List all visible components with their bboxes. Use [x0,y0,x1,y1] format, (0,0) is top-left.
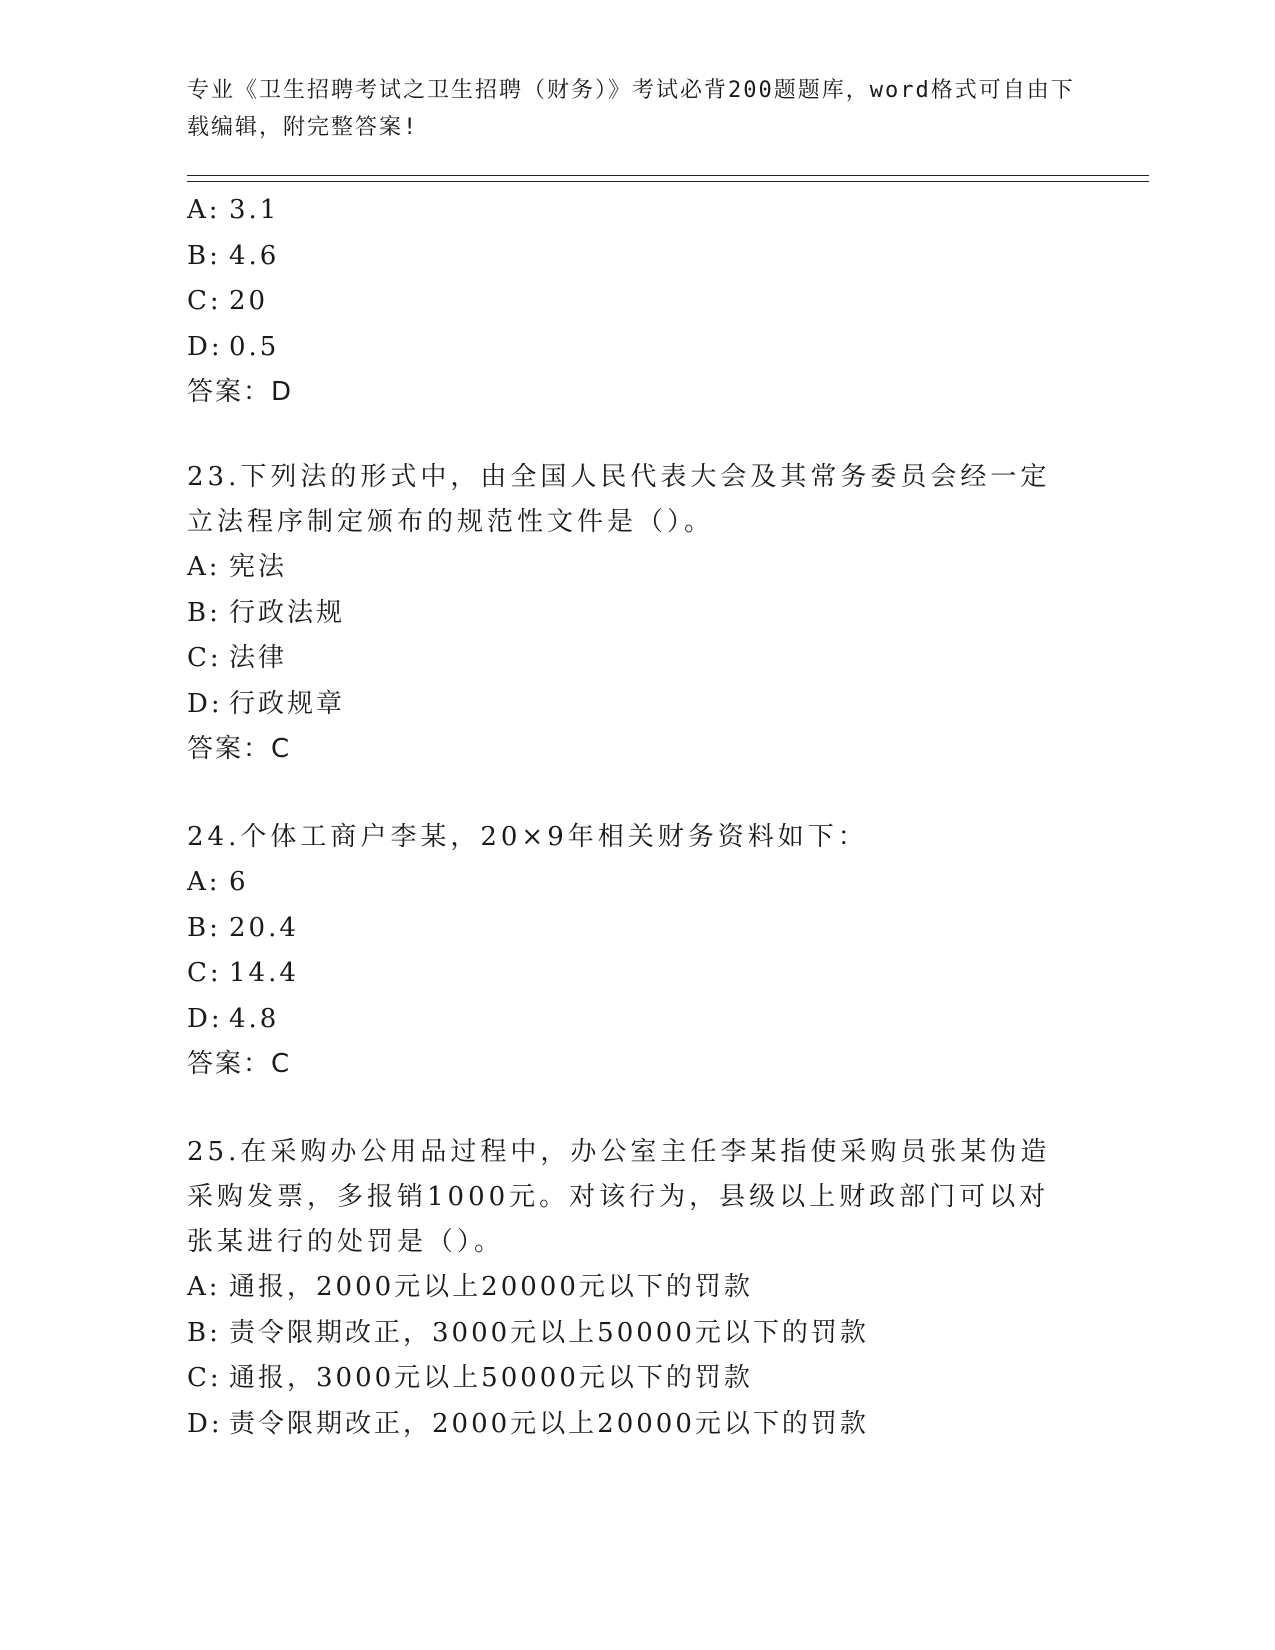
option-b: B: 4.6 [187,240,280,271]
question-stem: 23.下列法的形式中，由全国人民代表大会及其常务委员会经一定立法程序制定颁布的规范性文件是（）。 [187,462,1051,537]
option-b: B: 行政法规 [187,597,346,628]
header-rule-top [187,175,1149,176]
question-22 [187,188,1087,415]
option-a: A: 宪法 [187,552,288,582]
document-header: 专业《卫生招聘考试之卫生招聘（财务）》考试必背200题题库，word格式可自由下载编辑，附完整答案! [187,78,1075,140]
option-c: C: 通报，3000元以上50000元以下的罚款 [187,1363,753,1393]
option-d: D: 行政规章 [187,688,346,719]
option-a: A: 6 [187,867,249,897]
answer: 答案：C [187,734,292,764]
option-c: C: 14.4 [187,958,299,988]
question-25 [187,1130,1087,1447]
option-a: A: 3.1 [187,195,280,225]
question-23 [187,455,1087,772]
option-b: B: 责令限期改正，3000元以上50000元以下的罚款 [187,1317,869,1348]
option-d: D: 0.5 [187,331,280,362]
answer: 答案：C [187,1049,292,1079]
option-b: B: 20.4 [187,912,299,943]
question-24 [187,815,1087,1087]
option-d: D: 责令限期改正，2000元以上20000元以下的罚款 [187,1408,869,1439]
question-stem: 25.在采购办公用品过程中，办公室主任李某指使采购员张某伪造采购发票，多报销1000元。对该行为，县级以上财政部门可以对张某进行的处罚是（）。 [187,1137,1051,1257]
option-c: C: 法律 [187,643,288,673]
option-d: D: 4.8 [187,1003,280,1034]
header-rule-bottom [187,181,1149,182]
option-a: A: 通报，2000元以上20000元以下的罚款 [187,1272,753,1302]
option-c: C: 20 [187,286,269,316]
answer: 答案：D [187,377,294,407]
question-stem: 24.个体工商户李某，20×9年相关财务资料如下： [187,822,868,852]
